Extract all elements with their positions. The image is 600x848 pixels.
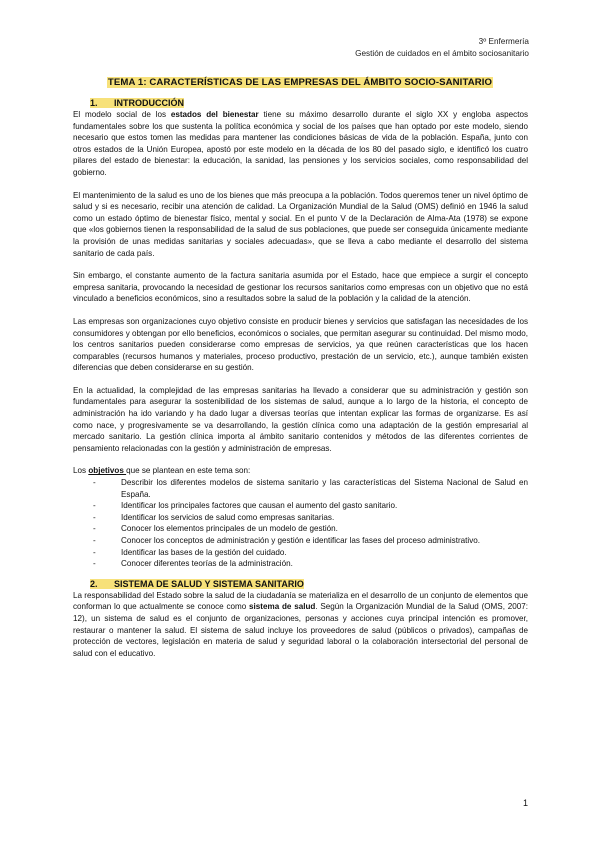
section-1-paragraph-4: Las empresas son organizaciones cuyo objetivo consiste en producir bienes y servicios que satisfagan las necesidades de los consumidores y obtengan por ello beneficios, económicos o sociales, que permitan asegurar su continuidad. Del mismo modo, los centros sanitarios pueden considerarse como empresas de servicios, ya que reúnen características que los hacen comparables (recursos humanos y materiales, proceso productivo, prestación de un servicio, etc.), aunque también existen diferencias que deben considerarse en su gestión. [73,316,528,373]
section-1-number: 1. [90,98,98,108]
objectives-list [73,477,528,570]
list-item: - Conocer los elementos principales de un modelo de gestión. [73,523,528,535]
section-2-heading [90,578,528,590]
paragraph-text: tiene su máximo desarrollo durante el siglo XX y engloba aspectos fundamentales sobre los que sustenta la política económica y social de los países que han optado por este modelo, siendo necesario que estos tomen las medidas para mantener las condiciones básicas de vida de la población. España, junto con otros estados de la Unión Europea, apostó por este modelo en la década de los 80 del pasado siglo, e identificó los cuatro pilares del estado de bienestar: la educación, la sanidad, las pensiones y los servicios sociales, como responsabilidad del gobierno. [73,110,528,177]
section-2-paragraph-1 [73,590,528,660]
objectives-keyword: objetivos [88,466,127,476]
paragraph-text: . Según la Organización Mundial de la Salud (OMS, 2007: 12), un sistema de salud es el conjunto de organizaciones, personas y acciones cuya principal intención es promover, restaurar o mantener la salud. El sistema de salud incluye los proveedores de salud (públicos o privados), campañas de protección de vectores, legislación en materia de salud y seguridad laboral o la colaboración intersectorial del personal de salud con el educativo. [73,602,528,658]
objectives-intro-text: Los [73,466,89,476]
section-1-paragraph-2: El mantenimiento de la salud es uno de los bienes que más preocupa a la población. Todos queremos tener un nivel óptimo de salud y si es necesario, recibir una atención de calidad. La Organización Mundial de la Salud (OMS) definió en 1946 la salud como un estado óptimo de bienestar físico, mental y social. En el punto V de la Declaración de Alma-Ata (1978) se expone que «los gobiernos tienen la responsabilidad de la salud de sus poblaciones, que puede ser conseguida únicamente mediante la provisión de unas medidas sanitarias y sociales adecuadas», que se lleva a cabo mediante el desarrollo del sistema sanitario de cada país. [73,190,528,258]
section-1-paragraph-5: En la actualidad, la complejidad de las empresas sanitarias ha llevado a considerar que su administración y gestión son fundamentales para asegurar la sostenibilidad de los sistemas de salud, aunque a lo largo de la historia, el concepto de administración ha ido variando y ha dado lugar a diversas teorías que intentan explicar las formas de organizarse. Es así como nace, y progresivamente se va desarrollando, la gestión clínica como una adaptación de la gestión empresarial al mercado sanitario. La gestión clínica importa al ámbito sanitario contenidos y métodos de las diferentes corrientes de pensamiento relacionadas con la gestión y administración de empresas. [73,385,528,453]
paragraph-text: La responsabilidad del Estado sobre la salud de la ciudadanía se materializa en el desarrollo de un conjunto de elementos que conforman lo que actualmente se conoce como [73,590,528,612]
section-2-title: SISTEMA DE SALUD Y SISTEMA SANITARIO [114,578,304,589]
section-2-number: 2. [90,578,98,589]
paragraph-bold-text: sistema de salud [249,602,316,612]
page-header [355,36,529,60]
list-item: - Describir los diferentes modelos de sistema sanitario y las características del Sistema Nacional de Salud en España. [73,477,528,500]
objectives-intro-text: que se plantean en este tema son: [126,466,251,476]
header-course: 3º Enfermería [478,37,529,46]
document-title-wrap [0,72,600,90]
document-title: TEMA 1: CARACTERÍSTICAS DE LAS EMPRESAS DEL ÁMBITO SOCIO-SANITARIO [107,77,493,88]
list-item: - Conocer los conceptos de administración y gestión e identificar las fases del proceso administrativo. [73,535,528,547]
section-1-paragraph-1 [73,109,528,179]
objectives-intro [73,465,528,477]
list-item: - Identificar los principales factores que causan el aumento del gasto sanitario. [73,500,528,512]
page-number: 1 [522,798,528,808]
section-1-heading [90,97,528,109]
paragraph-text: El modelo social de los [73,110,171,119]
list-item: - Identificar las bases de la gestión del cuidado. [73,547,528,559]
list-item: - Identificar los servicios de salud como empresas sanitarias. [73,512,528,524]
section-1-title: INTRODUCCIÓN [114,98,184,108]
list-item: - Conocer diferentes teorías de la administración. [73,558,528,570]
paragraph-bold-text: estados del bienestar [170,110,259,119]
section-1-paragraph-3: Sin embargo, el constante aumento de la factura sanitaria asumida por el Estado, hace que empiece a surgir el concepto empresa sanitaria, provocando la necesidad de gestionar los recursos sanitarios como empresas con un objetivo que no está vinculado a beneficios económicos, sino a resultados sobre la salud de la población y la calidad de la atención. [73,271,528,304]
document-body [73,97,528,670]
header-subject: Gestión de cuidados en el ámbito sociosanitario [355,49,529,58]
